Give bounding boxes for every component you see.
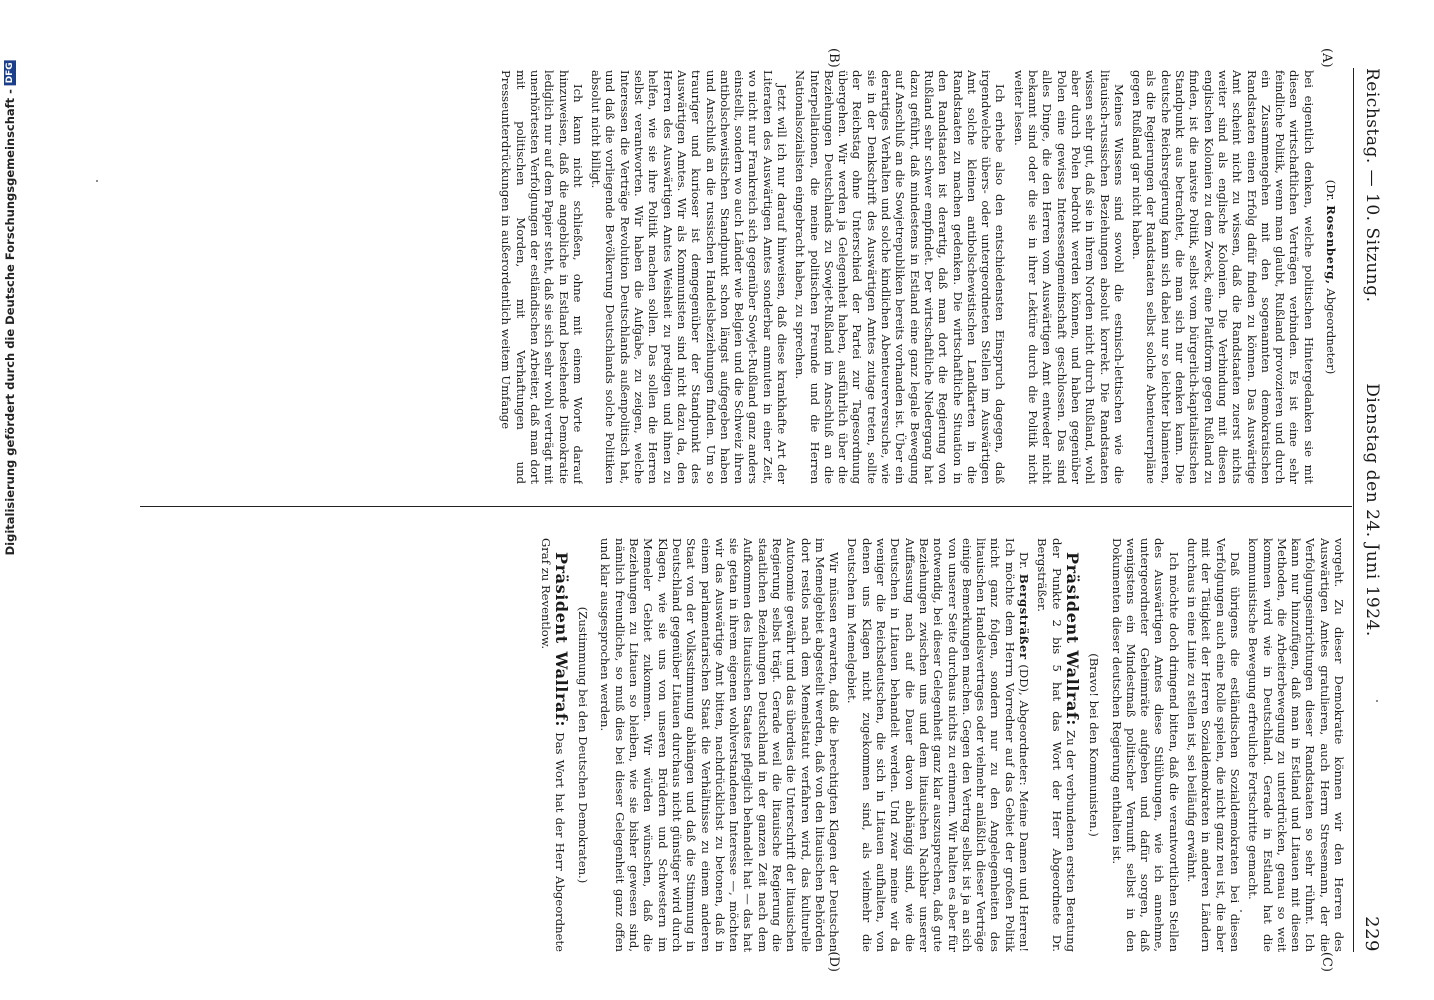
funding-text: Digitalisierung gefördert durch die Deutsche Forschungsgemeinschaft - bbox=[3, 89, 17, 556]
funding-side-note bbox=[3, 60, 17, 555]
paragraph: Ich erhebe also den entschiedensten Einspruch dagegen, daß irgendwelche übers- oder untergeordneten Stellen im Auswärtigen Amt solche kleinen antibolschewistischen Landkarten in die Randstaaten zu machen gedenken. Die wirtschaftliche Situation in den Randstaaten ist derartig, daß man dort die Regierung von Rußland sehr schwer empfindet. Der wirtschaftliche Niedergang hat dazu geführt, daß mindestens in Estland eine ganz legale Bewegung auf Anschluß an die Sowjetrepubliken bereits vorhanden ist. Über ein derartiges Verhalten und solche kindlichen Abenteurerversuche, wie sie in der Denkschrift des Auswärtigen Amtes zutage treten, sollte der Reichstag ohne Unterschied der Partei zur Tagesordnung übergehen. Wir werden ja Gelegenheit haben, ausführlich über die Beziehungen Deutschlands zu Sowjet-Rußland im Anschluß an die Interpellationen, die meine politischen Freunde und die Herren Nationalsozialisten eingebracht haben, zu sprechen. bbox=[793, 70, 1008, 484]
margin-marker-b: (B) bbox=[826, 48, 841, 68]
page-number: 229 bbox=[1361, 916, 1382, 952]
speaker-heading bbox=[1324, 70, 1338, 484]
speaker-prefix: (Dr. bbox=[1324, 179, 1338, 202]
page-header bbox=[1356, 68, 1386, 952]
paragraph: bei eigentlich denken, welche politischen Hintergedanken sie mit diesen wirtschaftlichen Verträgen verbinden. Es ist eine sehr feindliche Politik, wenn man glaubt, Rußland provozieren und durch ein Zusammengehen mit den sogenannten demokratischen Randstaaten einen Erfolg dafür finden zu können. Das Auswärtige Amt scheint nicht zu wissen, daß die Randstaaten zuerst nichts weiter sind als englische Kolonien. Die Verbindung mit diesen englischen Kolonien zu dem Zweck, eine Plattform gegen Rußland zu finden, ist die naivste Politik, selbst vom bürgerlich-kapitalistischen Standpunkt aus betrachtet, die man sich nur denken kann. Die deutsche Reichsregierung kann sich dabei nur so leichter blamieren, als die Regierungen der Randstaaten selbst solche Abenteurerpläne gegen Rußland gar nicht haben. bbox=[1130, 70, 1316, 484]
speaker-prefix: Dr. bbox=[1017, 552, 1032, 570]
speaker-statement bbox=[845, 538, 1031, 952]
president-text: Das Wort hat der Herr Abgeordnete Graf zu Reventlow. bbox=[538, 538, 567, 952]
president-text: Zu der verbundenen ersten Beratung der Punkte 2 bis 5 hat das Wort der Herr Abgeordnete Dr. Bergsträßer. bbox=[1035, 538, 1078, 952]
margin-marker-a: (A) bbox=[1319, 48, 1334, 68]
header-date: Dienstag den 24. Juni 1924. bbox=[1362, 383, 1382, 637]
paragraph: Ich kann nicht schließen, ohne mit einem Worte darauf hinzuweisen, daß die angebliche in Estland bestehende Demokratie lediglich nur auf dem Papier steht, daß sie sich sehr wohl verträgt mit unerhörtesten Verfolgungen der estländischen Arbeiter, daß man dort mit politischen Morden, mit Verhaftungen und Presseunterdrückungen in außerordentlich weitem Umfange bbox=[499, 70, 585, 484]
left-column bbox=[286, 70, 1346, 484]
applause-note: (Zustimmung bei den Deutschen Demokraten.) bbox=[576, 606, 591, 884]
header-rule bbox=[1353, 68, 1354, 952]
header-session: Reichstag. — 10. Sitzung. bbox=[1362, 68, 1382, 303]
paragraph: Ich möchte doch dringend bitten, daß die verantwortlichen Stellen des Auswärtigen Amtes diese Stilübungen, wie ich annehme, untergeordneter Geheimräte aufgeben und dafür sorgen, daß wenigstens ein Mindestmaß politischer Vernunft selbst in den Dokumenten dieser deutschen Regierung enthalten ist. bbox=[1109, 538, 1181, 952]
column-separator bbox=[140, 506, 1352, 507]
document-page bbox=[126, 40, 1396, 972]
paragraph: Jetzt will ich nur darauf hinweisen, daß diese krankhafte Art der Literaten des Auswärtigen Amtes sonderbar anmuten in einer Zeit, wo nicht nur Frankreich sich gegenüber Sowjet-Rußland ganz anders einstellt, sondern wo auch Länder wie Belgien und die Schweiz ihren antibolschewistischen Standpunkt schon längst aufgegeben haben und Anschluß an die russischen Handelsbeziehungen finden. Um so trauriger und kurioser ist demgegenüber der Standpunkt des Auswärtigen Amtes. Wir als Kommunisten sind nicht dazu da, den Herren des Auswärtigen Amtes Weisheit zu predigen und ihnen zu helfen, wie sie ihre Politik machen sollen. Das sollen die Herren selbst verantworten. Wir haben die Aufgabe, zu zeigen, welche Interessen die Verträge Revolution Deutschlands außenpolitisch hat, und daß die vorliegende Bevölkerung Deutschlands solche Politiken absolut nicht billigt. bbox=[589, 70, 790, 484]
right-column bbox=[286, 538, 1346, 952]
scan-speck bbox=[96, 180, 98, 182]
paragraph: vorgeht. Zu dieser Demokratie können wir den Herren des Auswärtigen Amtes gratulieren, auch Herrn Stresemann, der die Verfolgungseinrichtungen dieser Randstaaten so sehr rühmt. Ich kann nur hinzufügen, daß man in Estland und Litauen mit diesen Methoden, die Arbeiterbewegung zu unterdrücken, genau so weit kommen wird wie in Deutschland. Gerade in Estland hat die kommunistische Bewegung erfreuliche Fortschritte gemacht. bbox=[1246, 538, 1346, 952]
margin-marker-c: (C) bbox=[1319, 951, 1334, 972]
speaker-text: (DD), Abgeordneter: Meine Damen und Herren! Ich möchte dem Herrn Vorredner auf das Gebiet der großen Politik nicht ganz folgen, sondern nur zu den Angelegenheiten des litauischen Handelsvertrages oder vielmehr anläßlich dieser Verträge einige Bemerkungen machen. Gegen den Vertrag selbst ist ja an sich von unserer Seite durchaus nichts zu erinnern. Wir halten es aber für notwendig, bei dieser Gelegenheit ganz klar auszusprechen, daß gute Beziehungen zwischen uns und dem litauischen Nachbar unserer Auffassung nach auf die Dauer davon abhängig sind, wie die Deutschen in Litauen behandelt werden. Und zwar meine wir da weniger die Reichsdeutschen, die sich in Litauen aufhalten, von denen uns Klagen nicht zugekommen sind, als vielmehr die Deutschen im Memelgebiet. bbox=[845, 538, 1032, 952]
paragraph: Daß übrigens die estländischen Sozialdemokraten bei diesen Verfolgungen auch eine Rolle spielen, die nicht ganz neu ist, die aber mit der Tätigkeit der Herren Sozialdemokraten in anderen Ländern durchaus in eine Linie zu stellen ist, sei beiläufig erwähnt. bbox=[1185, 538, 1242, 952]
paragraph: Meines Wissens sind sowohl die estnisch-lettischen wie die litauisch-russischen Beziehungen absolut korrekt. Die Randstaaten wissen sehr gut, daß sie in ihrem Norden nicht durch Rußland, wohl aber durch Polen bedroht werden können, und haben gegenüber Polen eine gewisse Interessengemeinschaft geschlossen. Das sind alles Dinge, die den Herren vom Auswärtigen Amt entweder nicht bekannt sind oder die sie in ihrer Lektüre durch die Politik nicht weiter lesen. bbox=[1011, 70, 1126, 484]
president-name: Präsident Wallraf: bbox=[1062, 552, 1082, 726]
applause-note: (Bravo! bei den Kommunisten.) bbox=[1087, 653, 1102, 837]
president-statement bbox=[1035, 538, 1082, 952]
margin-marker-d: (D) bbox=[826, 951, 841, 972]
paragraph: Wir müssen erwarten, daß die berechtigten Klagen der Deutschen im Memelgebiet abgestellt werden, daß von den litauischen Behörden dort restlos nach dem Memelstatut verfahren wird, das kulturelle Autonomie gewährt und das überdies die Unterschrift der litauischen Regierung selbst trägt. Gerade weil die litauische Regierung die staatlichen Beziehungen Deutschland in der ganzen Zeit nach dem Aufkommen des litauischen Staates pfleglich behandelt hat — das hat sie getan in ihrem eigenen wohlverstandenen Interesse —, möchten wir das Auswärtige Amt bitten, nachdrücklichst zu betonen, daß in einem parlamentarischen Staat die Verhältnisse zu einem anderen Staat von der Volksstimmung abhängen und daß die Stimmung in Deutschland gegenüber Litauen durchaus nicht günstiger wird durch Klagen, wie sie uns von unseren Brüdern und Schwestern im Memeler Gebiet zukommen. Wir würden wünschen, daß die Beziehungen zu Litauen so bleiben, wie sie bisher gewesen sind, nämlich freundliche, so muß dies bei dieser Gelegenheit ganz offen und klar ausgesprochen werden. bbox=[598, 538, 842, 952]
speaker-name: Rosenberg, bbox=[1324, 205, 1338, 285]
president-statement bbox=[538, 538, 571, 952]
president-name: Präsident Wallraf: bbox=[551, 552, 571, 727]
speaker-name: Bergsträßer bbox=[1017, 573, 1032, 660]
speaker-role: Abgeordneter) bbox=[1324, 288, 1338, 375]
dfg-logo: DFG bbox=[5, 62, 15, 84]
